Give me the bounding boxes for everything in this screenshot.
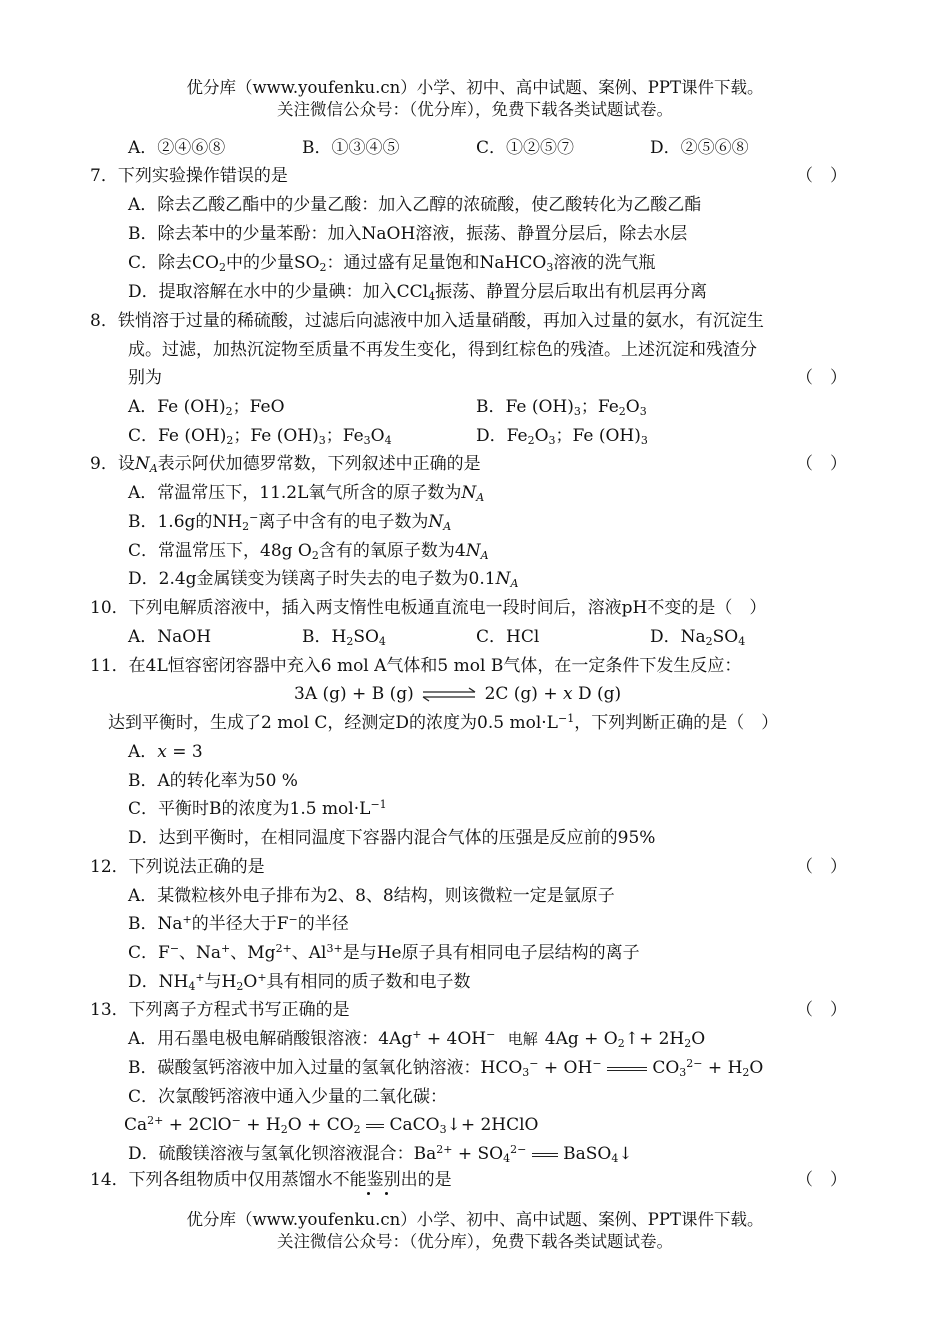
q8-stem-line-1: 8．铁悄溶于过量的稀硫酸，过滤后向滤液中加入适量硝酸，再加入过量的氨水，有沉淀生 xyxy=(90,311,764,331)
q13-option-a: A．用石墨电极电解硝酸银溶液：4Ag+ + 4OH− 电解 $4Ag + O_2↑+ 2H_2O$ xyxy=(128,1028,706,1050)
q9-option-b: B．1.6g的$NH_2^-$离子中含有的电子数为$N_A$ xyxy=(128,511,452,533)
q11-stem: 11．在4L恒容密闭容器中充入6 mol A气体和5 mol B气体，在一定条件下发生反应： xyxy=(90,656,742,676)
q13-option-b: B．碳酸氢钙溶液中加入过量的氢氧化钠溶液：$HCO_3^- + OH^-$ $CO_3^{2-} + H_2O$ xyxy=(128,1057,764,1079)
q11-option-c: C．平衡时B的浓度为1.5 $mol\cdot L^{-1}$ xyxy=(128,798,387,819)
q7-stem: 7．下列实验操作错误的是 xyxy=(90,166,288,186)
q8-option-a: A．Fe $(OH)_2$；FeO xyxy=(128,397,285,418)
q12-stem: 12．下列说法正确的是 xyxy=(90,857,265,877)
q8-option-b: B．Fe $(OH)_3$；$Fe_2O_3$ xyxy=(476,397,647,418)
q11-option-a: A．x = 3 xyxy=(128,742,203,762)
q8-option-c: C．Fe $(OH)_2$；Fe $(OH)_3$；$Fe_3O_4$ xyxy=(128,426,392,447)
q6-option-b: B．①③④⑤ xyxy=(302,138,400,158)
q12-option-d: D．$NH_4^+$与$H_2O^+$具有相同的质子数和电子数 xyxy=(128,971,471,993)
header-line-2: 关注微信公众号：（优分库），免费下载各类试题试卷。 xyxy=(277,100,673,119)
q9-option-d: D．2.4g金属镁变为镁离子时失去的电子数为$0.1N_A$ xyxy=(128,569,519,590)
q10-option-c: C．HCl xyxy=(476,627,540,647)
q12-option-b: B．Na+的半径大于F−的半径 xyxy=(128,913,349,934)
q9-stem: 9．设$N_A$表示阿伏加德罗常数，下列叙述中正确的是 xyxy=(90,454,481,475)
q13-option-c: C．次氯酸钙溶液中通入少量的二氧化碳： xyxy=(128,1087,448,1107)
q7-option-b: B．除去苯中的少量苯酚：加入NaOH溶液，振荡、静置分层后，除去水层 xyxy=(128,224,688,244)
q12-option-a: A．某微粒核外电子排布为2、8、8结构，则该微粒一定是氩原子 xyxy=(128,886,615,906)
q6-option-a: A．②④⑥⑧ xyxy=(128,138,226,158)
q13-option-d: D．硫酸镁溶液与氢氧化钡溶液混合：$Ba^{2+} + SO_4^{2-}$ BaSO$_4$↓ xyxy=(128,1143,633,1165)
q10-option-b: B．$H_2SO_4$ xyxy=(302,627,386,648)
q8-option-d: D．$Fe_2O_3$；Fe $(OH)_3$ xyxy=(476,426,648,447)
q14-stem: 14．下列各组物质中仅用蒸馏水不能鉴别出的是 xyxy=(90,1170,452,1190)
q9-option-c: C．常温常压下，48g $O_2$含有的氧原子数为$4N_A$ xyxy=(128,541,489,562)
q9-answer-paren: （ ） xyxy=(796,454,847,474)
q12-option-c: C．F−、Na+、$Mg^{2+}$、$Al^{3+}$是与He原子具有相同电子层结构的离子 xyxy=(128,942,640,963)
q11-option-b: B．A的转化率为50 % xyxy=(128,771,298,791)
electrolysis-condition: 电解 xyxy=(507,1030,538,1048)
q13-option-c-equation: $Ca^{2+} + 2ClO^- + H_2O + CO_2$ CaCO$_3$↓+ 2HClO xyxy=(124,1114,539,1136)
q12-answer-paren: （ ） xyxy=(796,857,847,877)
q6-option-c: C．①②⑤⑦ xyxy=(476,138,575,158)
emphasis-dot-icon xyxy=(385,1192,388,1195)
page-footer xyxy=(0,1209,950,1253)
q8-answer-paren: （ ） xyxy=(796,368,847,388)
q7-answer-paren: （ ） xyxy=(796,166,847,186)
header-line-1: 优分库（www.youfenku.cn）小学、初中、高中试题、案例、PPT课件下载。 xyxy=(186,78,764,97)
q14-answer-paren: （ ） xyxy=(796,1170,847,1190)
equals-sign-icon xyxy=(366,1124,384,1128)
q9-option-a: A．常温常压下，11.2L氧气所含的原子数为$N_A$ xyxy=(128,483,485,504)
q7-option-c: C．除去$CO_2$中的少量$SO_2$：通过盛有足量饱和NaHCO$_3$溶液的洗气瓶 xyxy=(128,253,656,274)
q6-option-d: D．②⑤⑥⑧ xyxy=(650,138,749,158)
equals-sign-icon xyxy=(532,1153,558,1157)
q13-answer-paren: （ ） xyxy=(796,1000,847,1020)
q7-option-a: A．除去乙酸乙酯中的少量乙酸：加入乙醇的浓硫酸，使乙酸转化为乙酸乙酯 xyxy=(128,195,702,215)
q7-option-d: D．提取溶解在水中的少量碘：加入CCl$_4$振荡、静置分层后取出有机层再分离 xyxy=(128,282,708,303)
reversible-arrow-icon xyxy=(419,685,479,705)
q8-stem-line-2: 成。过滤，加热沉淀物至质量不再发生变化，得到红棕色的残渣。上述沉淀和残渣分 xyxy=(128,340,757,360)
q10-option-d: D．$Na_2SO_4$ xyxy=(650,627,746,648)
footer-line-1: 优分库（www.youfenku.cn）小学、初中、高中试题、案例、PPT课件下载。 xyxy=(186,1210,764,1229)
q13-stem: 13．下列离子方程式书写正确的是 xyxy=(90,1000,350,1020)
page-header xyxy=(0,77,950,121)
q11-equation: 3A (g) + B (g) 2C (g) + x D (g) xyxy=(294,684,622,704)
equals-sign-icon xyxy=(607,1067,647,1071)
emphasis-dot-icon xyxy=(367,1192,370,1195)
q10-stem: 10．下列电解质溶液中，插入两支惰性电板通直流电一段时间后，溶液pH不变的是（ ） xyxy=(90,598,767,618)
q11-condition: 达到平衡时，生成了2 mol C，经测定D的浓度为0.5 $mol\cdot L^{-1}$，下列判断正确的是（ ） xyxy=(108,712,779,733)
footer-line-2: 关注微信公众号：（优分库），免费下载各类试题试卷。 xyxy=(277,1232,673,1251)
q11-option-d: D．达到平衡时，在相同温度下容器内混合气体的压强是反应前的95% xyxy=(128,828,656,848)
q10-option-a: A．NaOH xyxy=(128,627,212,647)
q8-stem-line-3: 别为 xyxy=(128,368,162,388)
